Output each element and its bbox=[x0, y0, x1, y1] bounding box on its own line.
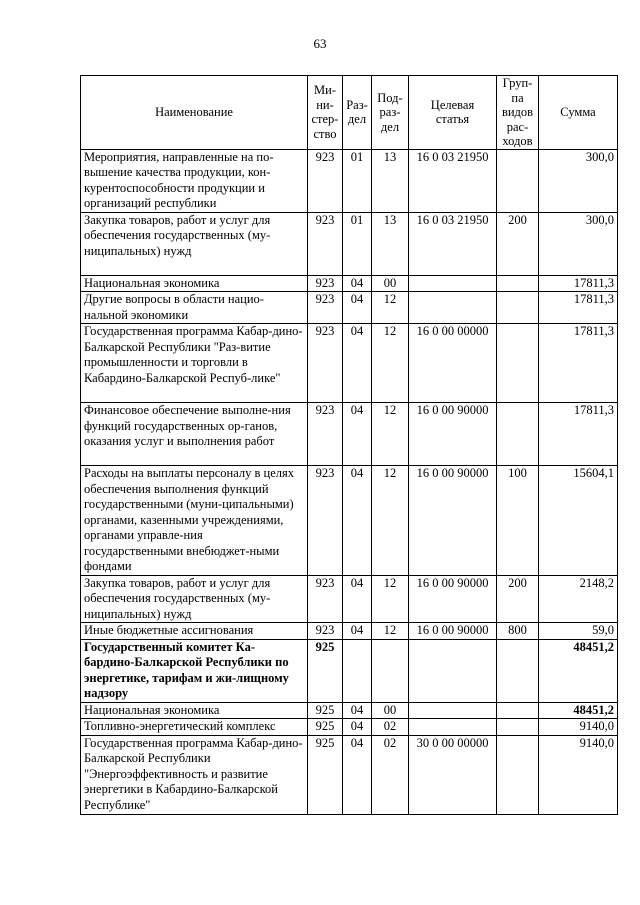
cell-group bbox=[497, 639, 539, 702]
cell-group: 800 bbox=[497, 623, 539, 640]
cell-group: 100 bbox=[497, 466, 539, 576]
cell-sum: 9140,0 bbox=[539, 735, 618, 814]
cell-sum: 15604,1 bbox=[539, 466, 618, 576]
table-row bbox=[81, 292, 618, 324]
cell-name: Государственная программа Кабар-дино-Балкарской Республики "Раз-витие промышленности и торговли в Кабардино-Балкарской Респуб-лике" bbox=[81, 324, 308, 403]
cell-target: 16 0 03 21950 bbox=[409, 149, 497, 212]
header-row bbox=[81, 76, 618, 150]
table-row bbox=[81, 735, 618, 814]
header-subsection: Под- раз- дел bbox=[372, 76, 409, 150]
header-target: Целевая статья bbox=[409, 76, 497, 150]
cell-sum: 48451,2 bbox=[539, 639, 618, 702]
cell-name: Топливно-энергетический комплекс bbox=[81, 719, 308, 736]
cell-ministry: 923 bbox=[308, 403, 343, 466]
cell-sum: 300,0 bbox=[539, 212, 618, 275]
cell-target bbox=[409, 639, 497, 702]
cell-group: 200 bbox=[497, 212, 539, 275]
cell-ministry: 923 bbox=[308, 575, 343, 623]
cell-name: Другие вопросы в области нацио-нальной экономики bbox=[81, 292, 308, 324]
cell-group bbox=[497, 275, 539, 292]
cell-target: 16 0 00 00000 bbox=[409, 324, 497, 403]
cell-section: 04 bbox=[343, 275, 372, 292]
cell-name: Государственная программа Кабар-дино-Балкарской Республики "Энергоэффективность и развитие энергетики в Кабардино-Балкарской Республике" bbox=[81, 735, 308, 814]
cell-subsection: 13 bbox=[372, 149, 409, 212]
cell-sum: 2148,2 bbox=[539, 575, 618, 623]
header-sum: Сумма bbox=[539, 76, 618, 150]
cell-group bbox=[497, 735, 539, 814]
cell-target bbox=[409, 702, 497, 719]
cell-section: 04 bbox=[343, 403, 372, 466]
cell-name: Закупка товаров, работ и услуг для обеспечения государственных (му-ниципальных) нужд bbox=[81, 575, 308, 623]
header-section: Раз- дел bbox=[343, 76, 372, 150]
cell-group bbox=[497, 149, 539, 212]
table-row bbox=[81, 212, 618, 275]
cell-group bbox=[497, 292, 539, 324]
cell-name: Финансовое обеспечение выполне-ния функций государственных ор-ганов, оказания услуг и выполнения работ bbox=[81, 403, 308, 466]
table-row bbox=[81, 466, 618, 576]
table-row bbox=[81, 623, 618, 640]
cell-section bbox=[343, 639, 372, 702]
cell-section: 04 bbox=[343, 719, 372, 736]
table-row bbox=[81, 403, 618, 466]
cell-ministry: 923 bbox=[308, 324, 343, 403]
cell-ministry: 923 bbox=[308, 275, 343, 292]
cell-sum: 48451,2 bbox=[539, 702, 618, 719]
cell-name: Закупка товаров, работ и услуг для обеспечения государственных (му-ниципальных) нужд bbox=[81, 212, 308, 275]
cell-ministry: 923 bbox=[308, 292, 343, 324]
cell-section: 04 bbox=[343, 575, 372, 623]
cell-section: 04 bbox=[343, 702, 372, 719]
cell-section: 04 bbox=[343, 466, 372, 576]
table-row bbox=[81, 719, 618, 736]
cell-section: 01 bbox=[343, 212, 372, 275]
table-row bbox=[81, 324, 618, 403]
cell-ministry: 923 bbox=[308, 466, 343, 576]
cell-name: Государственный комитет Ка-бардино-Балкарской Республики по энергетике, тарифам и жи-лищному надзору bbox=[81, 639, 308, 702]
cell-target: 16 0 03 21950 bbox=[409, 212, 497, 275]
cell-section: 04 bbox=[343, 324, 372, 403]
cell-group bbox=[497, 324, 539, 403]
table-row bbox=[81, 639, 618, 702]
cell-group: 200 bbox=[497, 575, 539, 623]
cell-target bbox=[409, 275, 497, 292]
cell-section: 04 bbox=[343, 735, 372, 814]
page-number: 63 bbox=[313, 36, 327, 51]
budget-table bbox=[80, 75, 618, 815]
cell-sum: 9140,0 bbox=[539, 719, 618, 736]
cell-group bbox=[497, 702, 539, 719]
cell-sum: 17811,3 bbox=[539, 292, 618, 324]
cell-target: 30 0 00 00000 bbox=[409, 735, 497, 814]
cell-section: 04 bbox=[343, 623, 372, 640]
cell-target bbox=[409, 292, 497, 324]
cell-ministry: 923 bbox=[308, 623, 343, 640]
cell-target: 16 0 00 90000 bbox=[409, 403, 497, 466]
cell-section: 04 bbox=[343, 292, 372, 324]
table-row bbox=[81, 575, 618, 623]
cell-sum: 59,0 bbox=[539, 623, 618, 640]
cell-name: Национальная экономика bbox=[81, 275, 308, 292]
cell-ministry: 925 bbox=[308, 702, 343, 719]
table-row bbox=[81, 149, 618, 212]
cell-ministry: 925 bbox=[308, 639, 343, 702]
cell-subsection bbox=[372, 639, 409, 702]
cell-name: Мероприятия, направленные на по-вышение качества продукции, кон-курентоспособности продукции и организаций республики bbox=[81, 149, 308, 212]
cell-name: Иные бюджетные ассигнования bbox=[81, 623, 308, 640]
cell-sum: 17811,3 bbox=[539, 324, 618, 403]
cell-section: 01 bbox=[343, 149, 372, 212]
cell-subsection: 12 bbox=[372, 575, 409, 623]
table-row bbox=[81, 702, 618, 719]
cell-ministry: 925 bbox=[308, 735, 343, 814]
cell-subsection: 13 bbox=[372, 212, 409, 275]
cell-target: 16 0 00 90000 bbox=[409, 623, 497, 640]
cell-subsection: 02 bbox=[372, 719, 409, 736]
cell-sum: 300,0 bbox=[539, 149, 618, 212]
header-ministry: Ми- ни- стер- ство bbox=[308, 76, 343, 150]
cell-target: 16 0 00 90000 bbox=[409, 466, 497, 576]
cell-sum: 17811,3 bbox=[539, 403, 618, 466]
table-row bbox=[81, 275, 618, 292]
cell-ministry: 925 bbox=[308, 719, 343, 736]
cell-ministry: 923 bbox=[308, 149, 343, 212]
cell-subsection: 12 bbox=[372, 623, 409, 640]
cell-subsection: 12 bbox=[372, 292, 409, 324]
cell-name: Национальная экономика bbox=[81, 702, 308, 719]
cell-target bbox=[409, 719, 497, 736]
header-group: Груп- па видов рас- ходов bbox=[497, 76, 539, 150]
header-name: Наименование bbox=[81, 76, 308, 150]
cell-subsection: 02 bbox=[372, 735, 409, 814]
cell-subsection: 12 bbox=[372, 466, 409, 576]
cell-ministry: 923 bbox=[308, 212, 343, 275]
cell-subsection: 12 bbox=[372, 403, 409, 466]
cell-sum: 17811,3 bbox=[539, 275, 618, 292]
cell-group bbox=[497, 719, 539, 736]
cell-subsection: 00 bbox=[372, 275, 409, 292]
cell-group bbox=[497, 403, 539, 466]
cell-name: Расходы на выплаты персоналу в целях обеспечения выполнения функций государственными (муни-ципальными) органами, казенными учреждениями, органами управле-ния государственными внебюджет-ными фондами bbox=[81, 466, 308, 576]
cell-subsection: 00 bbox=[372, 702, 409, 719]
cell-subsection: 12 bbox=[372, 324, 409, 403]
cell-target: 16 0 00 90000 bbox=[409, 575, 497, 623]
